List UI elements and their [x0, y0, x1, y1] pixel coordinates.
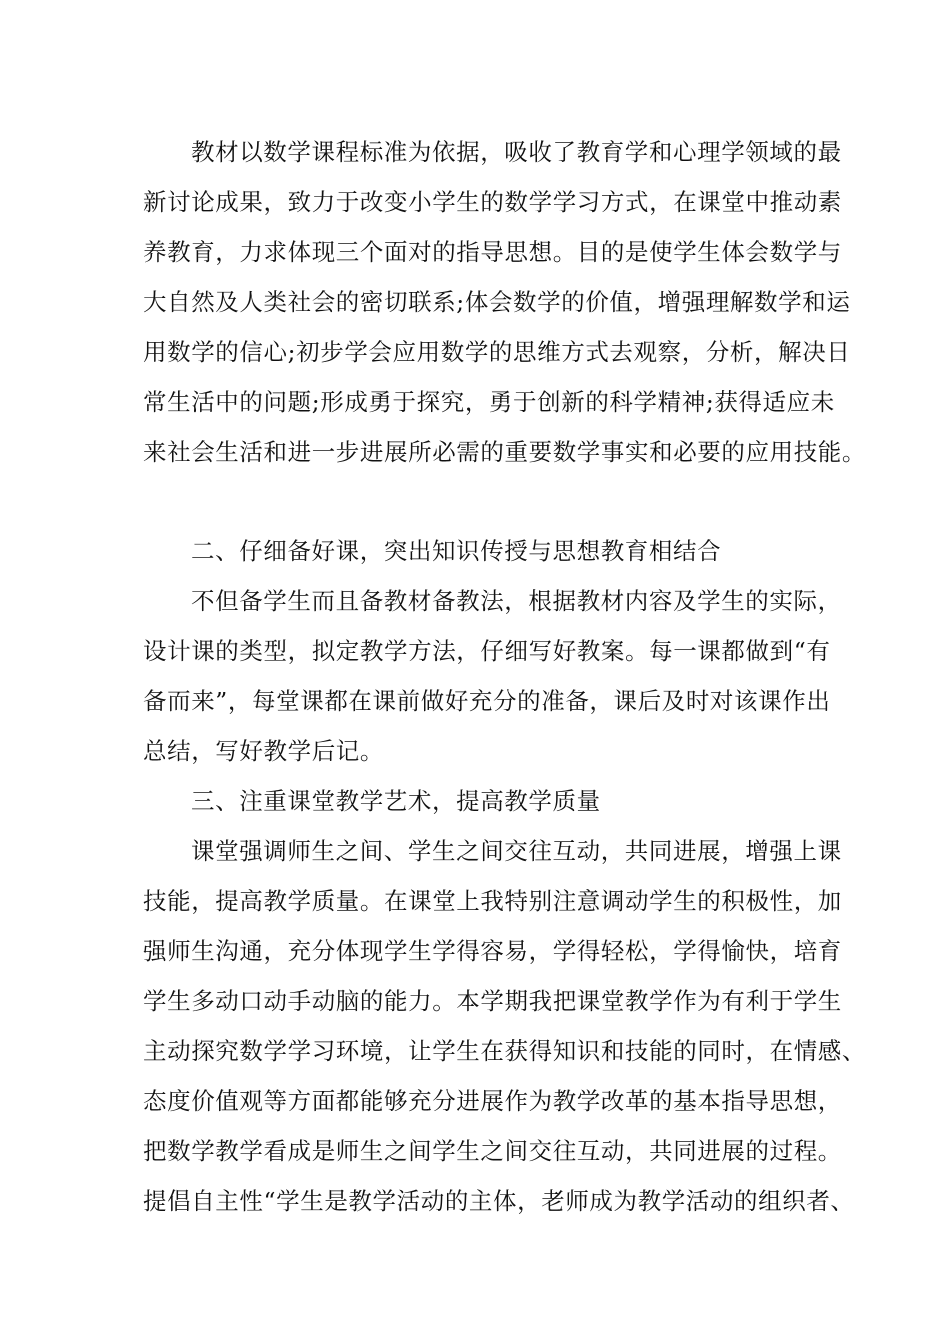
- paragraph-2-line-1: 不但备学生而且备教材备教法，根据教材内容及学生的实际，: [191, 587, 842, 615]
- paragraph-3-line-5: 主动探究数学学习环境，让学生在获得知识和技能的同时，在情感、: [143, 1037, 866, 1065]
- paragraph-1-line-3: 养教育，力求体现三个面对的指导思想。目的是使学生体会数学与: [143, 238, 842, 266]
- paragraph-1-line-7: 来社会生活和进一步进展所必需的重要数学事实和必要的应用技能。: [143, 438, 866, 466]
- paragraph-1-line-4: 大自然及人类社会的密切联系;体会数学的价值，增强理解数学和运: [143, 288, 851, 316]
- paragraph-3-line-7: 把数学教学看成是师生之间学生之间交往互动，共同进展的过程。: [143, 1137, 842, 1165]
- paragraph-3-line-1: 课堂强调师生之间、学生之间交往互动，共同进展，增强上课: [191, 837, 842, 865]
- paragraph-3-line-3: 强师生沟通，充分体现学生学得容易，学得轻松，学得愉快，培育: [143, 937, 842, 965]
- section-heading-3: 三、注重课堂教学艺术，提高教学质量: [191, 787, 601, 815]
- paragraph-1-line-1: 教材以数学课程标准为依据，吸收了教育学和心理学领域的最: [191, 138, 842, 166]
- paragraph-1-line-2: 新讨论成果，致力于改变小学生的数学学习方式，在课堂中推动素: [143, 188, 842, 216]
- paragraph-3-line-4: 学生多动口动手动脑的能力。本学期我把课堂教学作为有利于学生: [143, 987, 842, 1015]
- section-heading-2: 二、仔细备好课，突出知识传授与思想教育相结合: [191, 537, 722, 565]
- paragraph-1-line-5: 用数学的信心;初步学会应用数学的思维方式去观察，分析，解决日: [143, 338, 851, 366]
- paragraph-3-line-8: 提倡自主性“学生是教学活动的主体，老师成为教学活动的组织者、: [143, 1187, 855, 1215]
- paragraph-2-line-3: 备而来”，每堂课都在课前做好充分的准备，课后及时对该课作出: [143, 687, 831, 715]
- paragraph-2-line-2: 设计课的类型，拟定教学方法，仔细写好教案。每一课都做到“有: [143, 637, 831, 665]
- paragraph-3-line-6: 态度价值观等方面都能够充分进展作为教学改革的基本指导思想，: [143, 1087, 842, 1115]
- paragraph-1-line-6: 常生活中的问题;形成勇于探究，勇于创新的科学精神;获得适应未: [143, 388, 835, 416]
- paragraph-3-line-2: 技能，提高教学质量。在课堂上我特别注意调动学生的积极性，加: [143, 887, 842, 915]
- paragraph-2-line-4: 总结，写好教学后记。: [143, 737, 384, 765]
